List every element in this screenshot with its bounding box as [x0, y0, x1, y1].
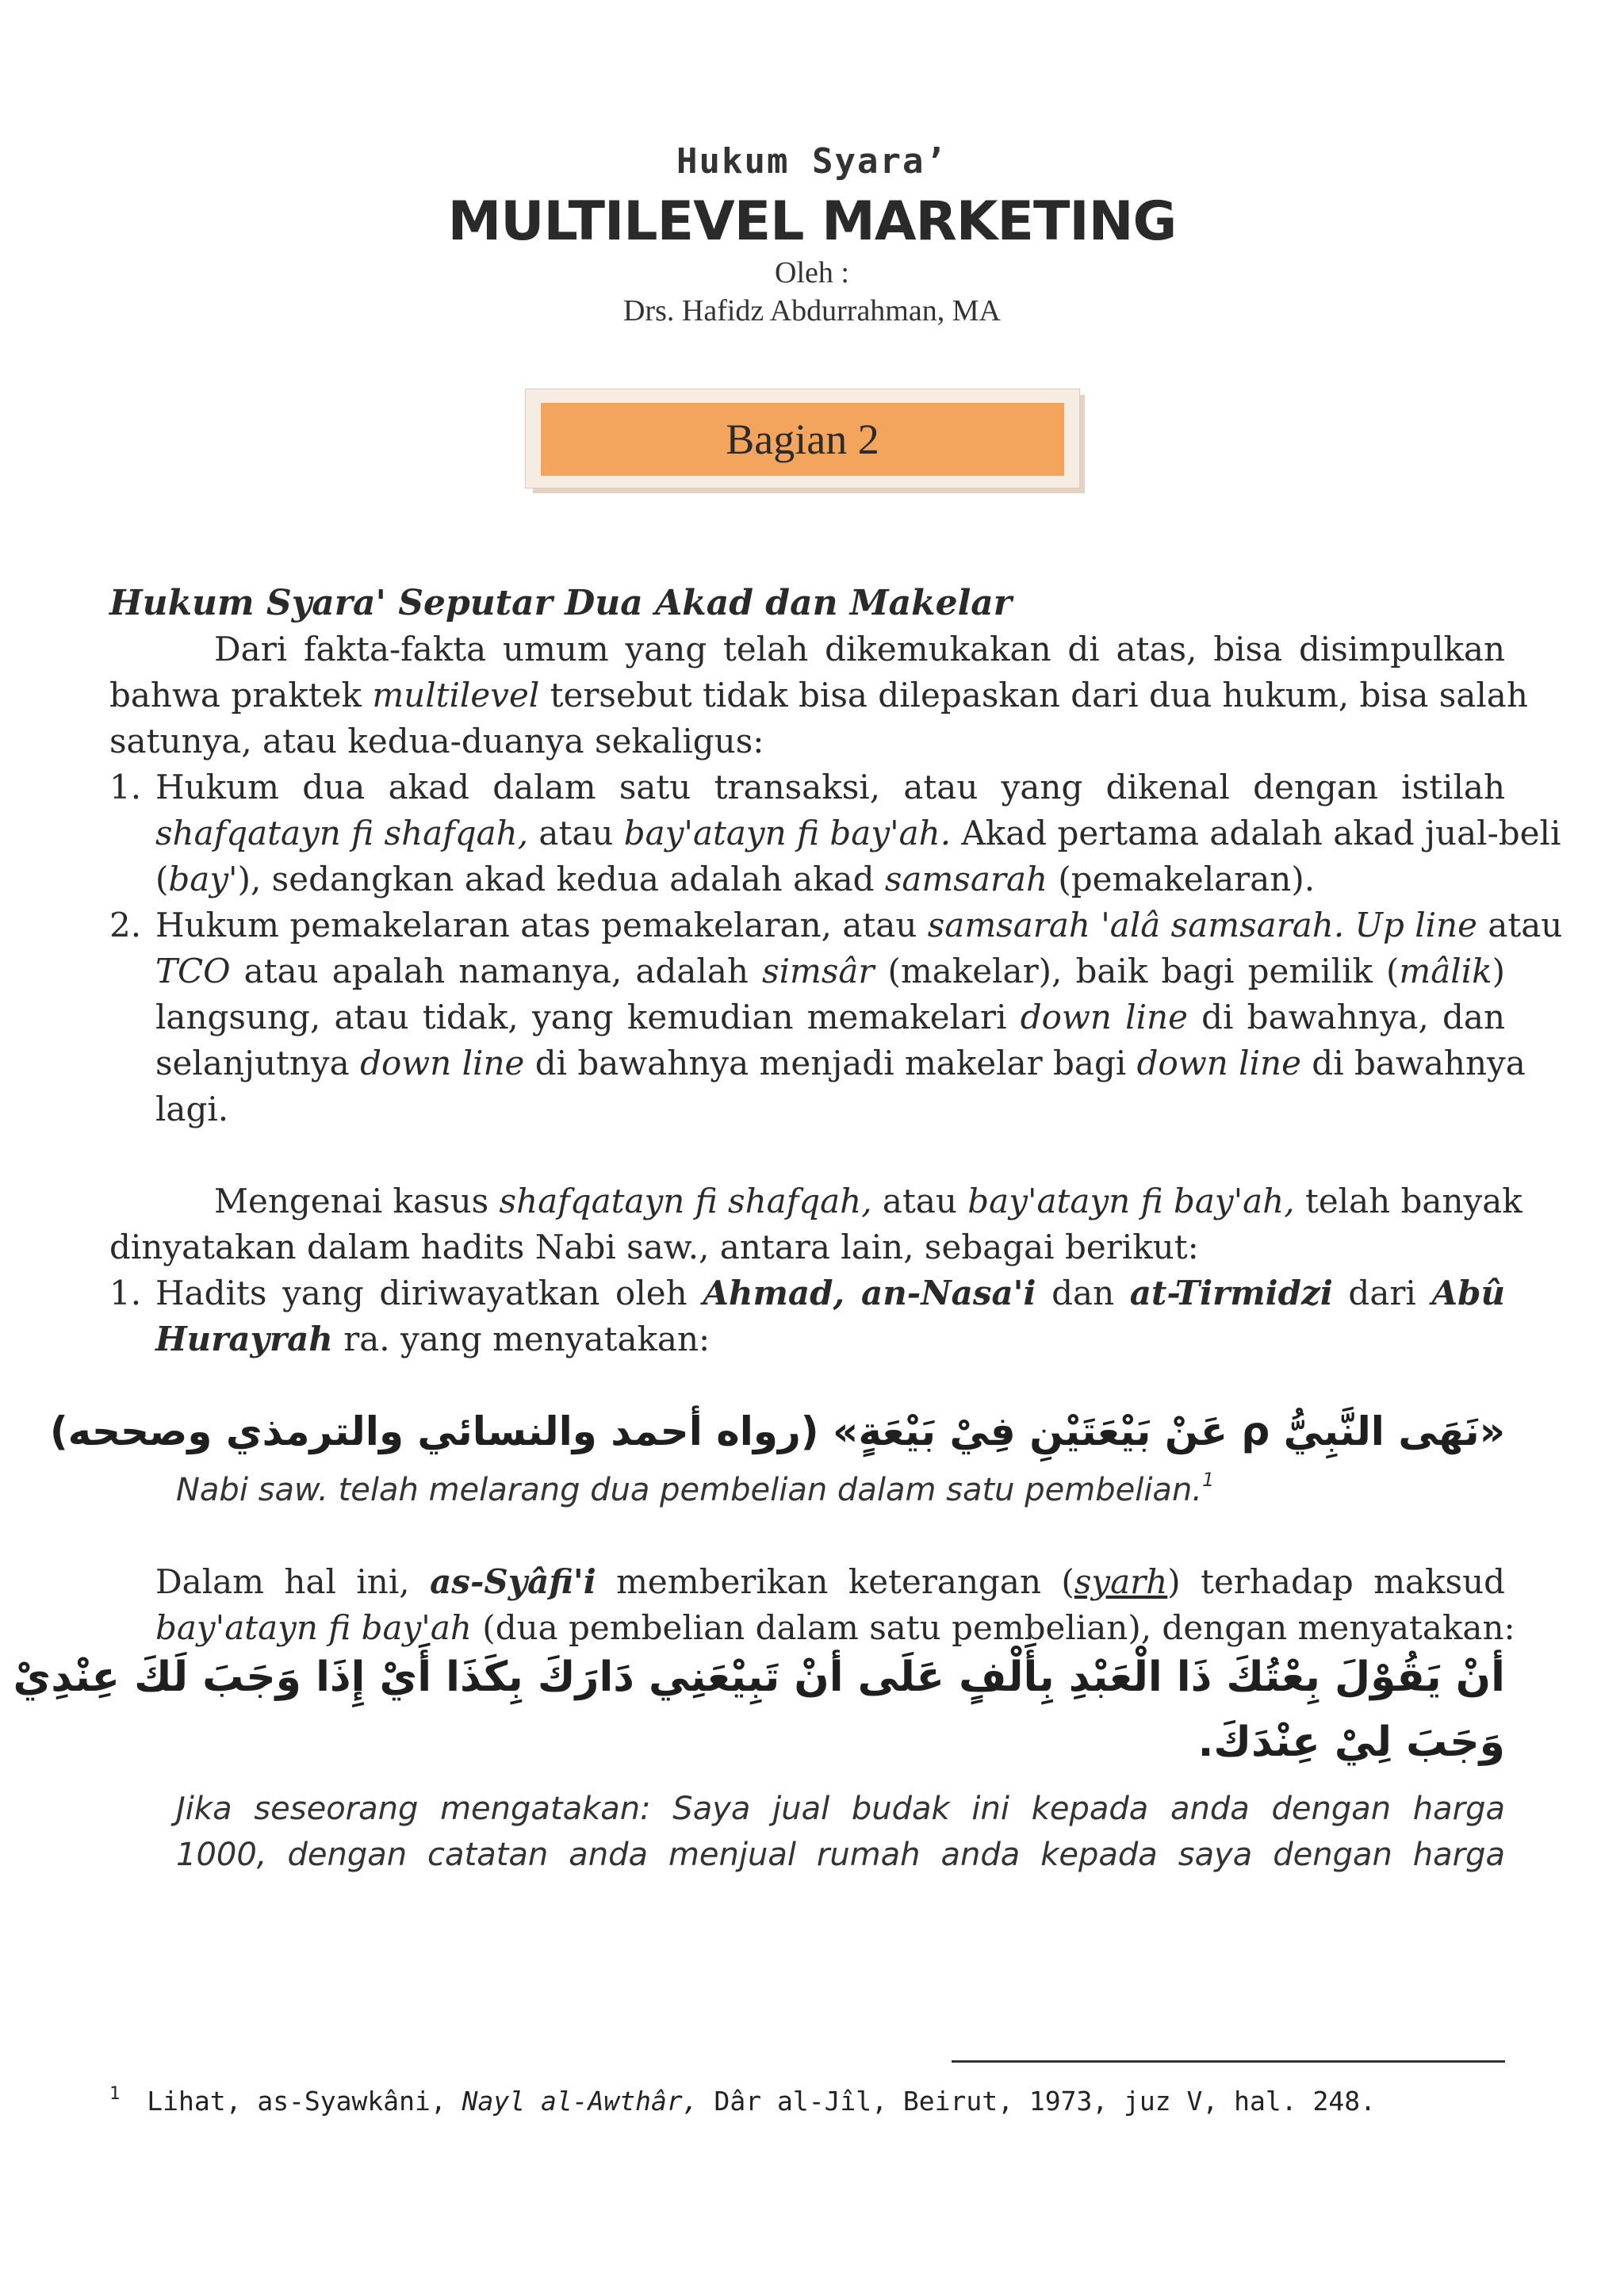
list-item-line: TCO atau apalah namanya, adalah simsâr (makelar), baik bagi pemilik (mâlik)	[155, 952, 1505, 990]
arabic-hadith-text: «نَهَى النَّبِيُّ ρ عَنْ بَيْعَتَيْنِ فِيْ بَيْعَةٍ» (رواه أحمد والنسائي والترمذي وصححه)	[49, 1408, 1505, 1454]
paragraph-line: bahwa praktek multilevel tersebut tidak bisa dilepaskan dari dua hukum, bisa salah	[109, 676, 1528, 715]
document-supertitle: Hukum Syara’	[676, 141, 948, 182]
list-item-line: lagi.	[155, 1090, 229, 1128]
list-item-line: langsung, atau tidak, yang kemudian memakelari down line di bawahnya, dan	[155, 998, 1506, 1036]
quote-translation-line: Jika seseorang mengatakan: Saya jual budak ini kepada anda dengan harga	[176, 1791, 1505, 1827]
paragraph-line: dinyatakan dalam hadits Nabi saw., antara lain, sebagai berikut:	[109, 1228, 1199, 1266]
arabic-quote-line: أنْ يَقُوْلَ بِعْتُكَ ذَا الْعَبْدِ بِأَلْفٍ عَلَى أنْ تَبِيْعَنِي دَارَكَ بِكَذَا أَيْ إِذَا وَجَبَ لَكَ عِنْدِيْ	[13, 1653, 1505, 1701]
list-item-line: Hadits yang diriwayatkan oleh Ahmad, an-Nasa'i dan at-Tirmidzi dari Abû	[155, 1274, 1506, 1312]
list-number: 1.	[109, 1274, 142, 1312]
paragraph-line: bay'atayn fi bay'ah (dua pembelian dalam satu pembelian), dengan menyatakan:	[155, 1608, 1515, 1647]
footnote-reference[interactable]: 1	[1202, 1468, 1215, 1491]
paragraph-line: Mengenai kasus shafqatayn fi shafqah, atau bay'atayn fi bay'ah, telah banyak	[214, 1182, 1522, 1220]
footnote-mark: 1	[109, 2084, 121, 2104]
footnote-separator	[952, 2060, 1505, 2063]
list-item-line: (bay'), sedangkan akad kedua adalah akad samsarah (pemakelaran).	[155, 860, 1316, 898]
list-number: 2.	[109, 906, 142, 944]
list-item-line: Hukum pemakelaran atas pemakelaran, atau samsarah 'alâ samsarah. Up line atau	[155, 906, 1563, 944]
arabic-quote-line: وَجَبَ لِيْ عِنْدَكَ.	[1197, 1718, 1505, 1766]
list-item-line: Hurayrah ra. yang menyatakan:	[155, 1320, 710, 1358]
document-title: MULTILEVEL MARKETING	[447, 190, 1177, 253]
footnote: $^1$ Lihat, as-Syawkâni, Nayl al-Awthâr, Dâr al-Jîl, Beirut, 1973, juz V, hal. 248.	[109, 2084, 1376, 2117]
author-name: Drs. Hafidz Abdurrahman, MA	[623, 294, 1001, 328]
list-number: 1.	[109, 768, 142, 807]
paragraph-line: Dari fakta-fakta umum yang telah dikemukakan di atas, bisa disimpulkan	[214, 630, 1505, 669]
section-heading: Hukum Syara' Seputar Dua Akad dan Makelar	[109, 583, 1012, 623]
paragraph-line: satunya, atau kedua-duanya sekaligus:	[109, 722, 764, 761]
list-item-line: selanjutnya down line di bawahnya menjadi makelar bagi down line di bawahnya	[155, 1044, 1526, 1082]
list-item-line: Hukum dua akad dalam satu transaksi, atau yang dikenal dengan istilah	[155, 768, 1505, 807]
paragraph-line: Dalam hal ini, as-Syâfi'i memberikan keterangan (syarh) terhadap maksud	[155, 1562, 1506, 1601]
hadith-translation: Nabi saw. telah melarang dua pembelian dalam satu pembelian.$^1$	[176, 1468, 1215, 1508]
byline-label: Oleh :	[775, 256, 849, 289]
section-box-label: Bagian 2	[541, 403, 1064, 476]
list-item-line: shafqatayn fi shafqah, atau bay'atayn fi bay'ah. Akad pertama adalah akad jual-beli	[155, 814, 1561, 852]
quote-translation-line: 1000, dengan catatan anda menjual rumah anda kepada saya dengan harga	[176, 1837, 1505, 1873]
